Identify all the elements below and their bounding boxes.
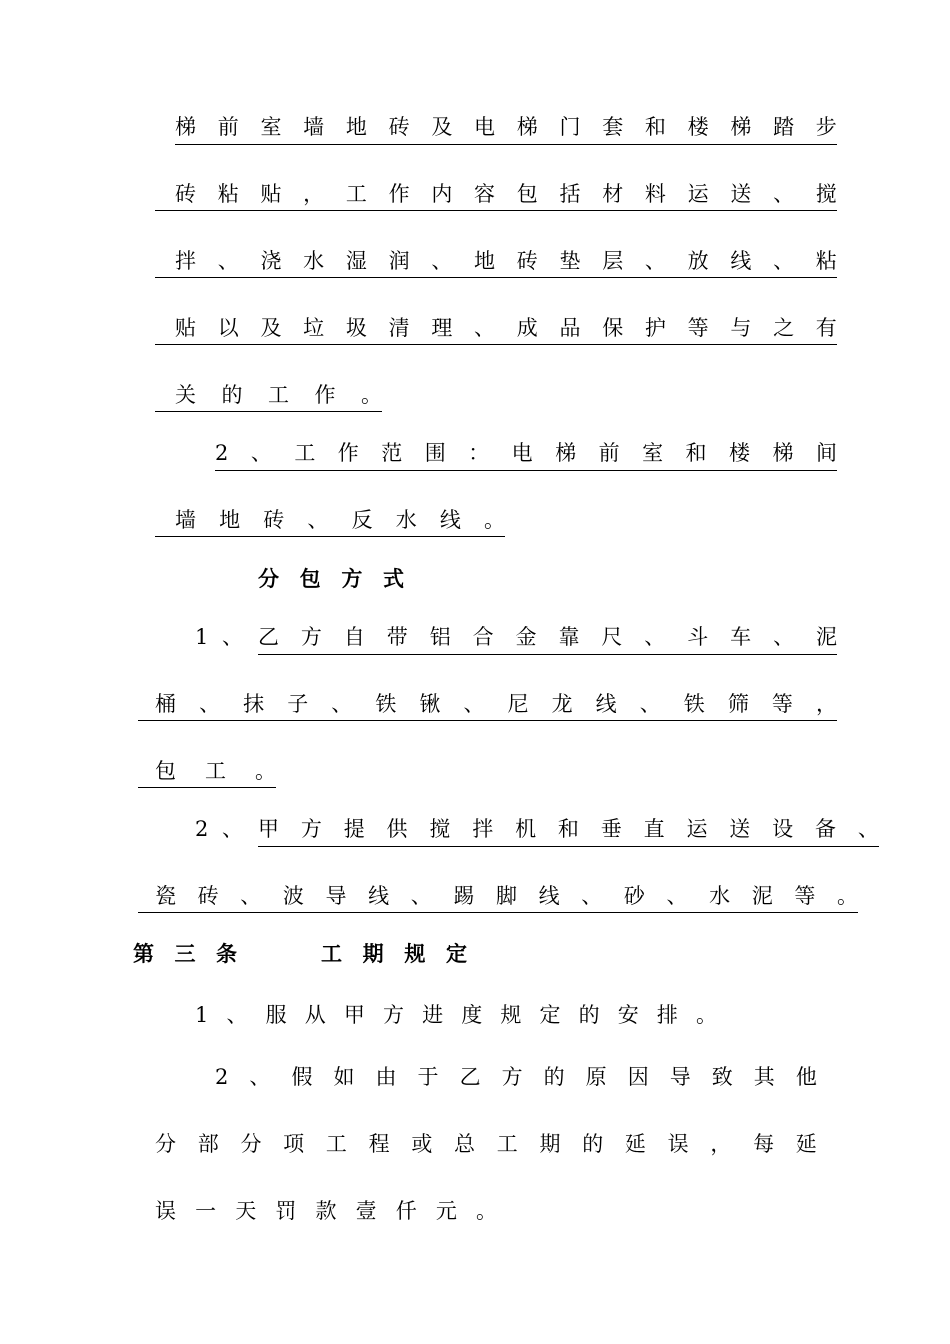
text-line-13: 1 、 服 从 甲 方 进 度 规 定 的 安 排 。 [195, 1003, 717, 1027]
text-line-11: 甲 方 提 供 搅 拌 机 和 垂 直 运 送 设 备 、 [258, 812, 879, 847]
text-line-16: 误 一 天 罚 款 壹 仟 元 。 [155, 1199, 497, 1223]
list-number-1: 1 、 [195, 625, 243, 649]
text-line-12: 瓷 砖 、 波 导 线 、 踢 脚 线 、 砂 、 水 泥 等 。 [138, 879, 858, 913]
text-line-10: 包 工 。 [138, 754, 276, 788]
text-line-14: 2 、 假 如 由 于 乙 方 的 原 因 导 致 其 他 [215, 1065, 817, 1089]
text-line-9: 桶 、 抹 子 、 铁 锹 、 尼 龙 线 、 铁 筛 等 ， [138, 687, 837, 721]
section-heading-subcontract: 分 包 方 式 [258, 566, 404, 591]
text-line-8: 乙 方 自 带 铝 合 金 靠 尺 、 斗 车 、 泥 [258, 620, 837, 655]
text-line-1: 梯 前 室 墙 地 砖 及 电 梯 门 套 和 楼 梯 踏 步 [175, 110, 837, 145]
list-number-2: 2 、 [195, 817, 243, 841]
text-line-2: 砖 粘 贴 ， 工 作 内 容 包 括 材 料 运 送 、 搅 [155, 177, 837, 211]
text-line-4: 贴 以 及 垃 圾 清 理 、 成 品 保 护 等 与 之 有 [155, 311, 837, 345]
article-heading-title: 工 期 规 定 [321, 941, 467, 966]
text-line-15: 分 部 分 项 工 程 或 总 工 期 的 延 误 ， 每 延 [155, 1132, 817, 1156]
article-heading-number: 第 三 条 [133, 941, 237, 966]
text-line-6: 2 、 工 作 范 围 ： 电 梯 前 室 和 楼 梯 间 [215, 436, 837, 471]
text-line-5: 关 的 工 作 。 [155, 378, 382, 412]
text-line-3: 拌 、 浇 水 湿 润 、 地 砖 垫 层 、 放 线 、 粘 [155, 244, 837, 278]
text-line-7: 墙 地 砖 、 反 水 线 。 [155, 503, 505, 537]
